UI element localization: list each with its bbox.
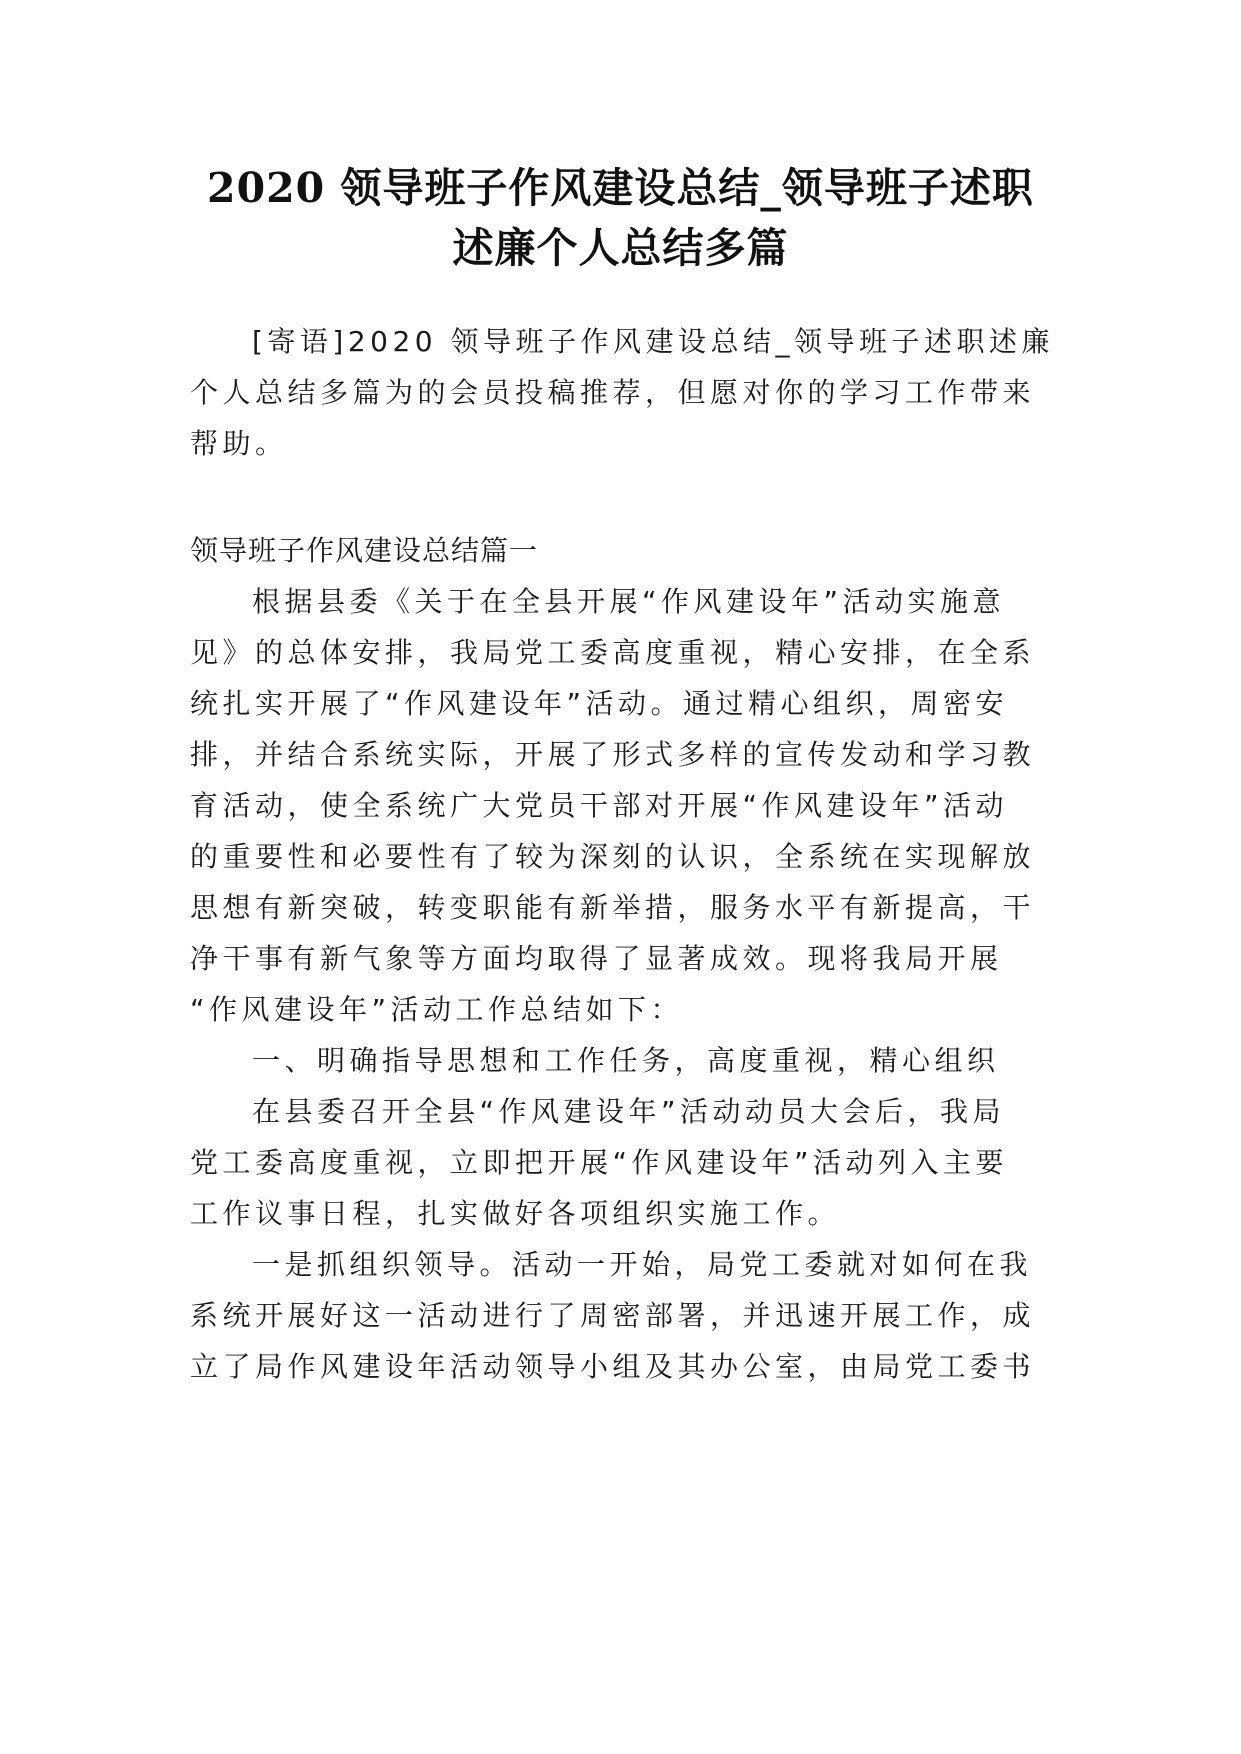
- intro-line: 个人总结多篇为的会员投稿推荐，但愿对你的学习工作带来: [190, 376, 1036, 409]
- document-title-line-2: 述廉个人总结多篇: [452, 224, 789, 272]
- paragraph-line: 统扎实开展了“作风建设年”活动。通过精心组织，周密安: [190, 687, 1009, 720]
- paragraph-line: 在县委召开全县“作风建设年”活动动员大会后，我局: [252, 1095, 1006, 1128]
- paragraph-line: “作风建设年”活动工作总结如下：: [190, 993, 684, 1026]
- subheading: 一、明确指导思想和工作任务，高度重视，精心组织: [252, 1044, 1000, 1077]
- intro-line: [寄语]2020 领导班子作风建设总结_领导班子述职述廉: [252, 325, 1055, 358]
- document-title-line-1: 2020 领导班子作风建设总结_领导班子述职: [207, 164, 1034, 212]
- paragraph-line: 的重要性和必要性有了较为深刻的认识，全系统在实现解放: [190, 840, 1036, 873]
- paragraph-line: 见》的总体安排，我局党工委高度重视，精心安排，在全系: [190, 636, 1036, 669]
- paragraph-line: 排，并结合系统实际，开展了形式多样的宣传发动和学习教: [190, 738, 1036, 771]
- paragraph-line: 系统开展好这一活动进行了周密部署，并迅速开展工作，成: [190, 1299, 1036, 1332]
- section-heading: 领导班子作风建设总结篇一: [190, 534, 539, 567]
- paragraph-line: 工作议事日程，扎实做好各项组织实施工作。: [190, 1197, 841, 1230]
- paragraph-line: 净干事有新气象等方面均取得了显著成效。现将我局开展: [190, 942, 1003, 975]
- intro-line: 帮助。: [190, 427, 288, 460]
- paragraph-line: 根据县委《关于在全县开展“作风建设年”活动实施意: [252, 585, 1006, 618]
- paragraph-line: 立了局作风建设年活动领导小组及其办公室，由局党工委书: [190, 1350, 1036, 1383]
- paragraph-line: 一是抓组织领导。活动一开始，局党工委就对如何在我: [252, 1248, 1033, 1281]
- paragraph-line: 育活动，使全系统广大党员干部对开展“作风建设年”活动: [190, 789, 1009, 822]
- paragraph-line: 思想有新突破，转变职能有新举措，服务水平有新提高，干: [190, 891, 1036, 924]
- paragraph-line: 党工委高度重视，立即把开展“作风建设年”活动列入主要: [190, 1146, 1009, 1179]
